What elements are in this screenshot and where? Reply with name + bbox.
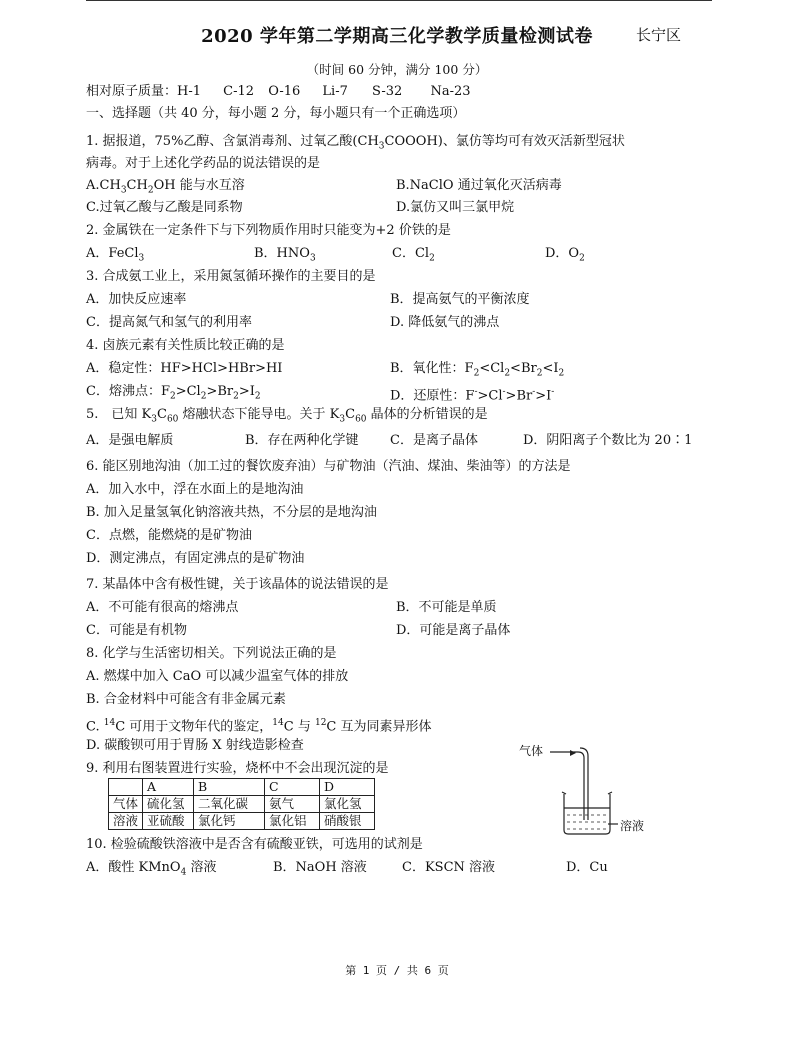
q3-option-d: D. 降低氨气的沸点 [390,315,500,330]
table-row [109,779,375,796]
q2-option-b: B．$HNO_3$ [254,246,316,264]
table-cell: 亚硫酸 [143,813,194,830]
q1-option-b: B.NaClO 通过氧化灭活病毒 [396,178,562,193]
q7-option-b: B．不可能是单质 [396,600,497,615]
solution-label: 溶液 [620,819,645,833]
question-8: 8. 化学与生活密切相关。下列说法正确的是 [86,646,337,661]
q2-option-a: A．FeCl$_3$ [86,246,145,264]
q8-option-c: C. $^{14}$C 可用于文物年代的鉴定，$^{14}$C 与 $^{12}$C 互为同素异形体 [86,718,432,735]
q5-option-a: A．是强电解质 [86,433,174,448]
q3-option-b: B．提高氨气的平衡浓度 [390,292,530,307]
table-cell: C [265,779,320,796]
atomic-mass-o: O-16 [268,84,301,99]
q5-option-d: D．阴阳离子个数比为 20∶1 [523,433,693,448]
gas-label: 气体 [519,744,544,758]
table-row [109,796,375,813]
q8-option-d: D. 碳酸钡可用于胃肠 X 射线造影检查 [86,738,304,753]
q5-option-c: C．是离子晶体 [390,433,478,448]
q5-option-b: B．存在两种化学键 [245,433,359,448]
q6-option-c: C．点燃，能燃烧的是矿物油 [86,528,252,543]
atomic-mass-na: Na-23 [430,84,471,99]
question-1-cont: 病毒。对于上述化学药品的说法错误的是 [86,156,321,171]
table-cell: B [194,779,265,796]
table-cell: 气体 [109,796,143,813]
table-cell: 二氧化碳 [194,796,265,813]
q10-option-b: B．NaOH 溶液 [273,860,367,875]
page-number: 第 1 页 / 共 6 页 [345,964,449,977]
q2-option-c: C．$Cl_2$ [392,246,435,264]
atomic-mass-c: C-12 [223,84,255,99]
q4-option-a: A．稳定性：HF>HCl>HBr>HI [86,361,283,376]
q1-option-c: C.过氧乙酸与乙酸是同系物 [86,200,243,215]
table-cell: D [320,779,375,796]
atomic-mass-s: S-32 [372,84,403,99]
table-cell: 氨气 [265,796,320,813]
q6-option-b: B. 加入足量氢氧化钠溶液共热，不分层的是地沟油 [86,505,377,520]
table-cell: A [143,779,194,796]
atomic-mass-h: 相对原子质量：H-1 [86,84,202,99]
table-cell: 硫化氢 [143,796,194,813]
question-9: 9. 利用右图装置进行实验，烧杯中不会出现沉淀的是 [86,761,389,776]
q6-option-a: A．加入水中，浮在水面上的是地沟油 [86,482,304,497]
q10-option-a: A．酸性 KMnO$_4$ 溶液 [86,860,217,878]
section-heading: 一、选择题（共 40 分，每小题 2 分，每小题只有一个正确选项） [86,106,466,121]
q2-option-d: D．$O_2$ [545,246,585,264]
table-row [109,813,375,830]
q1-option-a: $A.CH_3CH_2OH$ 能与水互溶 [86,178,245,196]
question-2: 2. 金属铁在一定条件下与下列物质作用时只能变为+2 价铁的是 [86,223,451,238]
q9-table [108,778,375,830]
beaker-icon [562,792,618,834]
q7-option-a: A．不可能有很高的熔沸点 [86,600,239,615]
q4-option-c: C．熔沸点：$F_2>Cl_2>Br_2>I_2$ [86,384,261,402]
q10-option-d: D．Cu [566,860,608,875]
district-label: 长宁区 [636,26,682,44]
q10-option-c: C．KSCN 溶液 [402,860,496,875]
q4-option-b: B．氧化性：$F_2<Cl_2<Br_2<I_2$ [390,361,565,379]
table-cell: 氯化铝 [265,813,320,830]
q7-option-c: C．可能是有机物 [86,623,187,638]
table-cell: 溶液 [109,813,143,830]
question-4: 4. 卤族元素有关性质比较正确的是 [86,338,285,353]
table-cell: 硝酸银 [320,813,375,830]
q8-option-a: A. 燃煤中加入 CaO 可以减少温室气体的排放 [86,669,349,684]
q4-option-d: D．还原性：F->Cl->Br->I- [390,387,555,404]
title-text: 2020 学年第二学期高三化学教学质量检测试卷 [201,26,593,47]
q7-option-d: D．可能是离子晶体 [396,623,511,638]
table-cell: 氯化钙 [194,813,265,830]
atomic-mass-line [86,84,471,100]
question-3: 3. 合成氨工业上，采用氮氢循环操作的主要目的是 [86,269,376,284]
question-6: 6. 能区别地沟油（加工过的餐饮废弃油）与矿物油（汽油、煤油、柴油等）的方法是 [86,459,571,474]
table-cell [109,779,143,796]
question-7: 7. 某晶体中含有极性键，关于该晶体的说法错误的是 [86,577,389,592]
q1-option-d: D.氯仿又叫三氯甲烷 [396,200,515,215]
q3-option-a: A．加快反应速率 [86,292,187,307]
q3-option-c: C．提高氮气和氢气的利用率 [86,315,252,330]
top-rule [86,0,712,1]
question-10: 10. 检验硫酸铁溶液中是否含有硫酸亚铁，可选用的试剂是 [86,837,423,852]
question-5: 5. 已知 $K_3C_{60}$ 熔融状态下能导电。关于 $K_3C_{60}$ 晶体的分析错误的是 [86,407,488,425]
question-1: 1. 据报道，75%乙醇、含氯消毒剂、过氧乙酸$(CH_3COOOH)$、氯仿等均可有效灭活新型冠状 [86,134,625,152]
q8-option-b: B. 合金材料中可能含有非金属元素 [86,692,286,707]
atomic-mass-li: Li-7 [322,84,348,99]
gas-inlet-tube-icon [550,748,588,820]
exam-duration: （时间 60 分钟，满分 100 分） [306,62,488,77]
table-cell: 氯化氢 [320,796,375,813]
q6-option-d: D．测定沸点，有固定沸点的是矿物油 [86,551,305,566]
